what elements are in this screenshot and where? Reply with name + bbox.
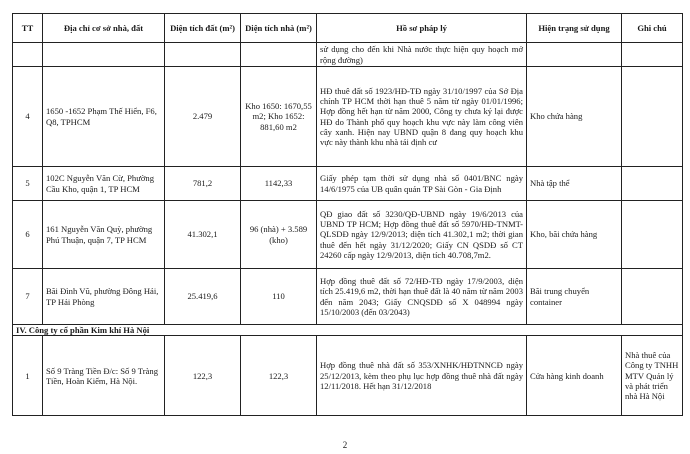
row-note: Nhà thuê của Công ty TNHH MTV Quản lý và phát triển nhà Hà Nội bbox=[622, 336, 683, 416]
property-table bbox=[12, 13, 683, 416]
row-status: Kho chứa hàng bbox=[527, 67, 622, 167]
row-land-area: 25.419,6 bbox=[165, 269, 241, 325]
continuation-text: sử dụng cho đến khi Nhà nước thực hiện quy hoạch mở rộng đường) bbox=[317, 43, 527, 67]
section-title: IV. Công ty cổ phần Kim khí Hà Nội bbox=[13, 325, 683, 336]
section-row bbox=[13, 325, 683, 336]
row-legal: Giấy phép tạm thời sử dụng nhà số 0401/BNC ngày 14/6/1975 của UB quân quản TP Sài Gòn - Gia Định bbox=[317, 167, 527, 201]
table-row bbox=[13, 201, 683, 269]
table-row bbox=[13, 167, 683, 201]
row-status: Bãi trung chuyển container bbox=[527, 269, 622, 325]
table-row bbox=[13, 336, 683, 416]
table-row bbox=[13, 67, 683, 167]
row-legal: Hợp đồng thuê nhà đất số 353/XNHK/HĐTNNCĐ ngày 25/12/2013, kèm theo phụ lục hợp đồng thuê nhà đất ngày 12/11/2018. Hết hạn 31/12/2018 bbox=[317, 336, 527, 416]
row-legal: HĐ thuê đất số 1923/HĐ-TĐ ngày 31/10/1997 của Sở Địa chính TP HCM thời hạn thuê 5 năm từ ngày 01/01/1996; Hợp đồng hết hạn từ năm 2000, Công ty chưa ký lại được HĐ do Thành phố quy hoạch khu vực này làm công viên cây xanh. Hiện nay UBND quận 8 đang quy hoạch khu vực này thành khu nhà tái định cư bbox=[317, 67, 527, 167]
page-number: 2 bbox=[342, 440, 348, 450]
row-tt: 5 bbox=[13, 167, 43, 201]
row-note bbox=[622, 201, 683, 269]
row-address: 161 Nguyễn Văn Quỳ, phường Phú Thuận, quận 7, TP HCM bbox=[43, 201, 165, 269]
header-status: Hiện trạng sử dụng bbox=[527, 14, 622, 43]
header-address: Địa chỉ cơ sở nhà, đất bbox=[43, 14, 165, 43]
continuation-row bbox=[13, 43, 683, 67]
row-house-area: 110 bbox=[241, 269, 317, 325]
row-tt: 1 bbox=[13, 336, 43, 416]
row-address: Số 9 Tràng Tiền Đ/c: Số 9 Tràng Tiền, Hoàn Kiếm, Hà Nội. bbox=[43, 336, 165, 416]
header-row bbox=[13, 14, 683, 43]
row-tt: 6 bbox=[13, 201, 43, 269]
header-house-area: Diện tích nhà (m²) bbox=[241, 14, 317, 43]
header-note: Ghi chú bbox=[622, 14, 683, 43]
row-house-area: 122,3 bbox=[241, 336, 317, 416]
row-house-area: Kho 1650: 1670,55 m2; Kho 1652: 881,60 m2 bbox=[241, 67, 317, 167]
row-address: 1650 -1652 Phạm Thế Hiển, F6, Q8, TPHCM bbox=[43, 67, 165, 167]
row-land-area: 122,3 bbox=[165, 336, 241, 416]
row-status: Cửa hàng kinh doanh bbox=[527, 336, 622, 416]
header-tt: TT bbox=[13, 14, 43, 43]
row-note bbox=[622, 269, 683, 325]
row-note bbox=[622, 67, 683, 167]
header-legal: Hồ sơ pháp lý bbox=[317, 14, 527, 43]
row-legal: QĐ giao đất số 3230/QĐ-UBND ngày 19/6/2013 của UBND TP HCM; Hợp đồng thuê đất số 5970/HĐ-TNMT-QLSDĐ ngày 12/9/2013; diện tích 41.302,1 m2; thời gian thuê đến hết ngày 31/12/2020; Giấy CN QSDĐ số CT 24260 cấp ngày 12/9/2013, diện tích 40.708,7m2. bbox=[317, 201, 527, 269]
row-house-area: 1142,33 bbox=[241, 167, 317, 201]
row-address: Bãi Đình Vũ, phường Đông Hải, TP Hải Phòng bbox=[43, 269, 165, 325]
row-tt: 4 bbox=[13, 67, 43, 167]
row-address: 102C Nguyễn Văn Cừ, Phường Cầu Kho, quận 1, TP HCM bbox=[43, 167, 165, 201]
row-land-area: 41.302,1 bbox=[165, 201, 241, 269]
row-legal: Hợp đồng thuê đất số 72/HĐ-TĐ ngày 17/9/2003, diện tích 25.419,6 m2, thời hạn thuê đất là 40 năm từ năm 2003 đến năm 2043; Giấy CNQSDĐ số X 048994 ngày 15/10/2003 (đến 03/2043) bbox=[317, 269, 527, 325]
row-land-area: 781,2 bbox=[165, 167, 241, 201]
row-house-area: 96 (nhà) + 3.589 (kho) bbox=[241, 201, 317, 269]
table-row bbox=[13, 269, 683, 325]
row-tt: 7 bbox=[13, 269, 43, 325]
row-status: Kho, bãi chứa hàng bbox=[527, 201, 622, 269]
row-land-area: 2.479 bbox=[165, 67, 241, 167]
row-note bbox=[622, 167, 683, 201]
header-land-area: Diện tích đất (m²) bbox=[165, 14, 241, 43]
row-status: Nhà tập thể bbox=[527, 167, 622, 201]
